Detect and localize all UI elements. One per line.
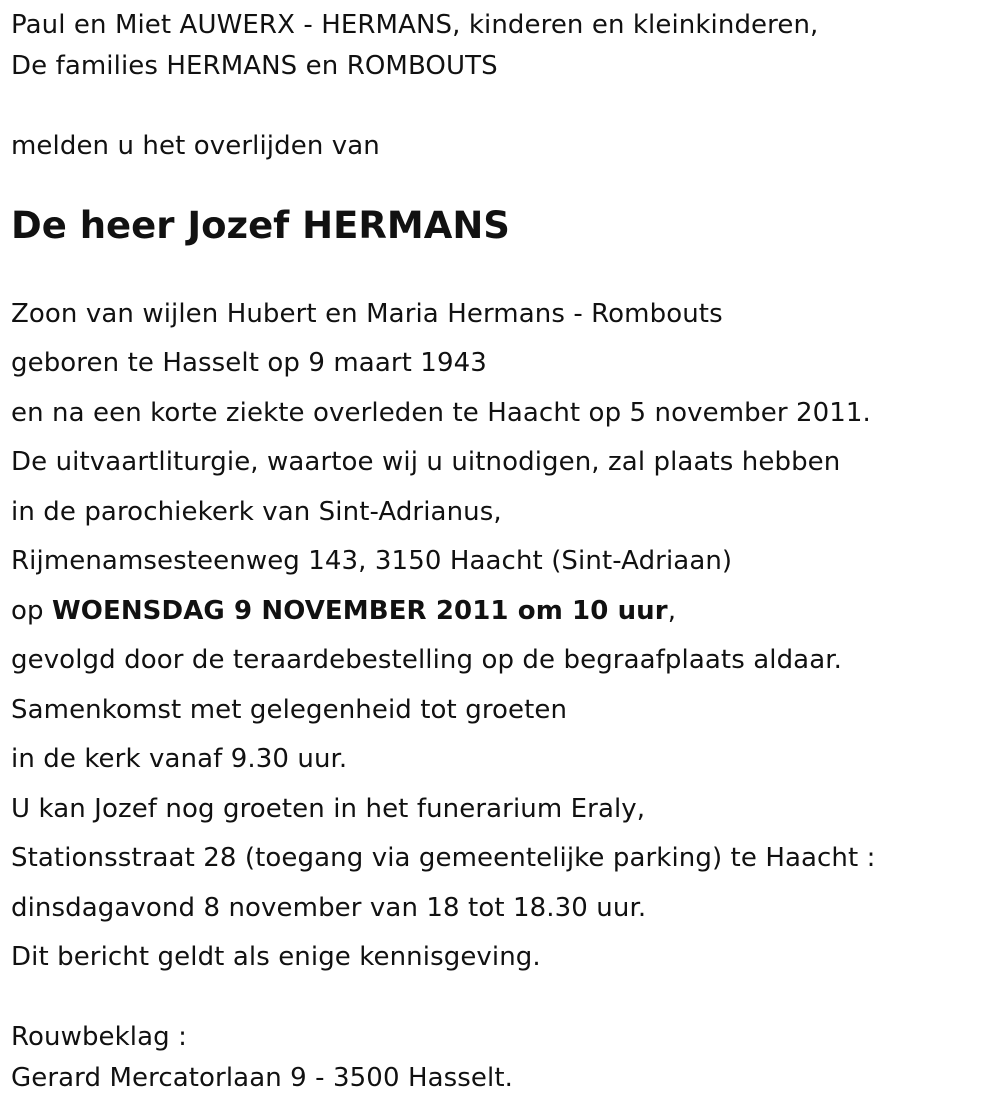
birth-line: geboren te Hasselt op 9 maart 1943	[11, 348, 487, 378]
funeral-home-line: U kan Jozef nog groeten in het funerarium Eraly,	[11, 794, 646, 824]
condolences-address: Gerard Mercatorlaan 9 - 3500 Hasselt.	[11, 1063, 514, 1093]
visitation-time-line: dinsdagavond 8 november van 18 tot 18.30 uur.	[11, 893, 647, 923]
parents-line: Zoon van wijlen Hubert en Maria Hermans - Rombouts	[11, 299, 723, 329]
service-date-suffix: ,	[667, 596, 677, 626]
notice-line: Dit bericht geldt als enige kennisgeving.	[11, 942, 541, 972]
liturgy-line: De uitvaartliturgie, waartoe wij u uitnodigen, zal plaats hebben	[11, 447, 841, 477]
family-line: Paul en Miet AUWERX - HERMANS, kinderen en kleinkinderen,	[11, 10, 819, 40]
church-line: in de parochiekerk van Sint-Adrianus,	[11, 497, 502, 527]
service-date-line	[11, 596, 676, 626]
gathering-time-line: in de kerk vanaf 9.30 uur.	[11, 744, 348, 774]
service-date: WOENSDAG 9 NOVEMBER 2011 om 10 uur	[51, 596, 668, 626]
church-address-line: Rijmenamsesteenweg 143, 3150 Haacht (Sint-Adriaan)	[11, 546, 733, 576]
funeral-home-address-line: Stationsstraat 28 (toegang via gemeentelijke parking) te Haacht :	[11, 843, 876, 873]
gathering-line: Samenkomst met gelegenheid tot groeten	[11, 695, 568, 725]
deceased-name: De heer Jozef HERMANS	[11, 204, 510, 247]
death-line: en na een korte ziekte overleden te Haacht op 5 november 2011.	[11, 398, 871, 428]
service-date-prefix: op	[11, 596, 52, 626]
families-line: De families HERMANS en ROMBOUTS	[11, 51, 498, 81]
announcement-line: melden u het overlijden van	[11, 131, 380, 161]
condolences-label: Rouwbeklag :	[11, 1022, 187, 1052]
burial-line: gevolgd door de teraardebestelling op de begraafplaats aldaar.	[11, 645, 843, 675]
